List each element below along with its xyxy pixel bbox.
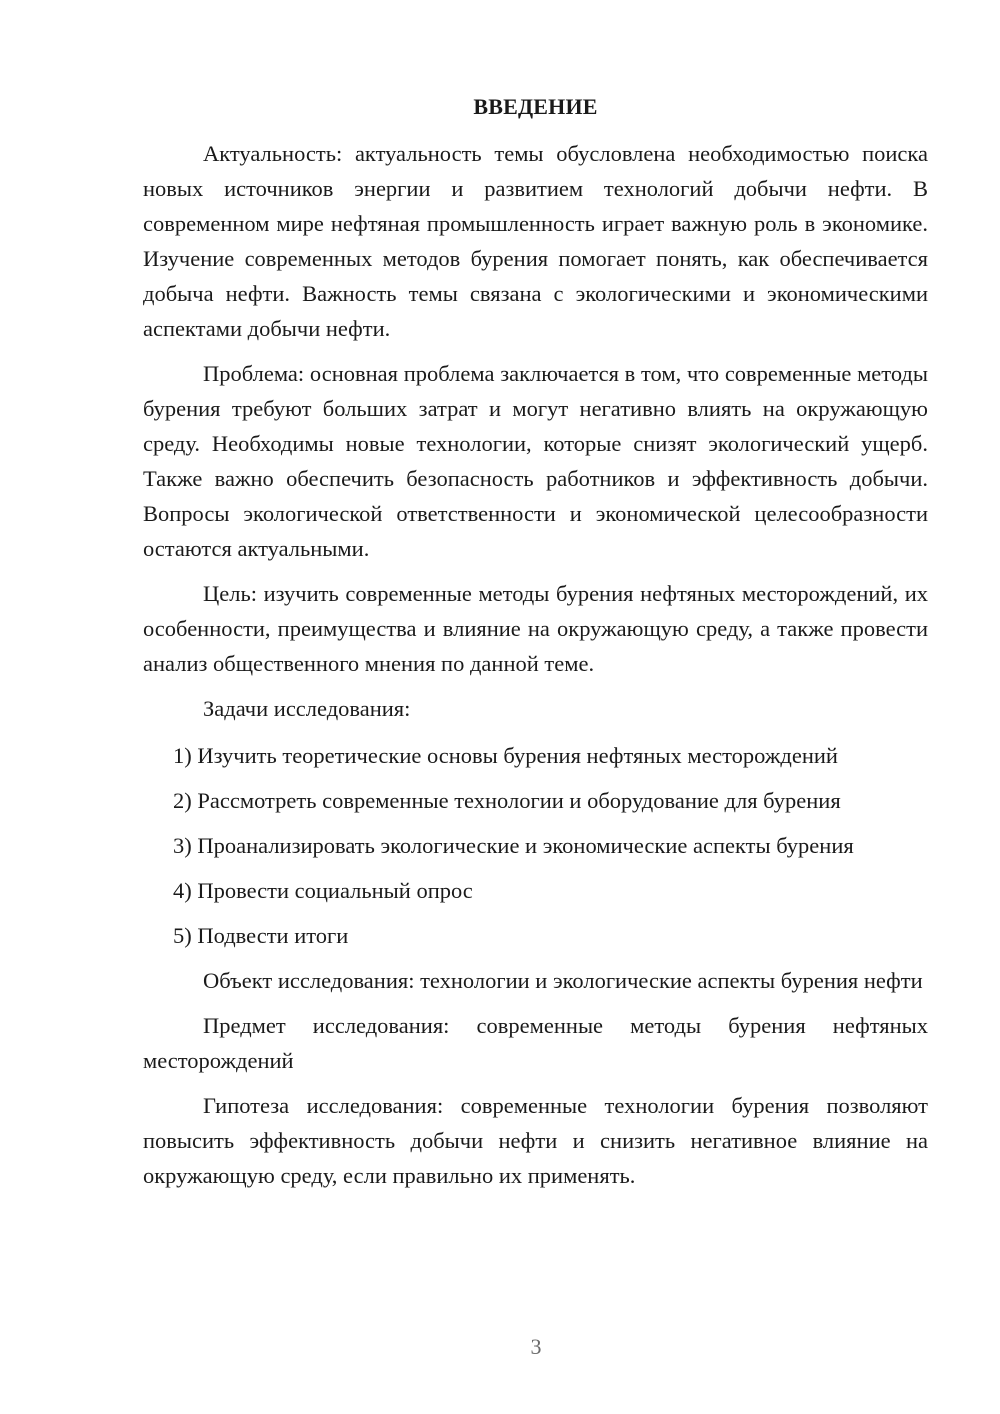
paragraph-goal: Цель: изучить современные методы бурения нефтяных месторождений, их особенности, преимущества и влияние на окружающую среду, а также провести анализ общественного мнения по данной теме. <box>143 581 928 676</box>
task-item: 3) Проанализировать экологические и экономические аспекты бурения <box>173 833 854 858</box>
tasks-heading: Задачи исследования: <box>203 696 411 721</box>
paragraph-problem: Проблема: основная проблема заключается в том, что современные методы бурения требуют больших затрат и могут негативно влиять на окружающую среду. Необходимы новые технологии, которые снизят экологический ущерб. Также важно обеспечить безопасность работников и эффективность добычи. Вопросы экологической ответственности и экономической целесообразности остаются актуальными. <box>143 361 928 561</box>
task-item: 4) Провести социальный опрос <box>173 878 473 903</box>
paragraph-subject: Предмет исследования: современные методы бурения нефтяных месторождений <box>143 1013 928 1073</box>
task-item: 5) Подвести итоги <box>173 923 349 948</box>
task-item: 2) Рассмотреть современные технологии и оборудование для бурения <box>173 788 841 813</box>
page-number: 3 <box>530 1334 542 1359</box>
section-title: ВВЕДЕНИЕ <box>473 94 598 119</box>
paragraph-relevance: Актуальность: актуальность темы обусловлена необходимостью поиска новых источников энергии и развитием технологий добычи нефти. В современном мире нефтяная промышленность играет важную роль в экономике. Изучение современных методов бурения помогает понять, как обеспечивается добыча нефти. Важность темы связана с экологическими и экономическими аспектами добычи нефти. <box>143 141 928 341</box>
paragraph-hypothesis: Гипотеза исследования: современные технологии бурения позволяют повысить эффективность добычи нефти и снизить негативное влияние на окружающую среду, если правильно их применять. <box>143 1093 928 1188</box>
document-body <box>143 92 928 1203</box>
paragraph-object: Объект исследования: технологии и экологические аспекты бурения нефти <box>203 968 923 993</box>
task-item: 1) Изучить теоретические основы бурения нефтяных месторождений <box>173 743 838 768</box>
tasks-list <box>143 738 928 953</box>
